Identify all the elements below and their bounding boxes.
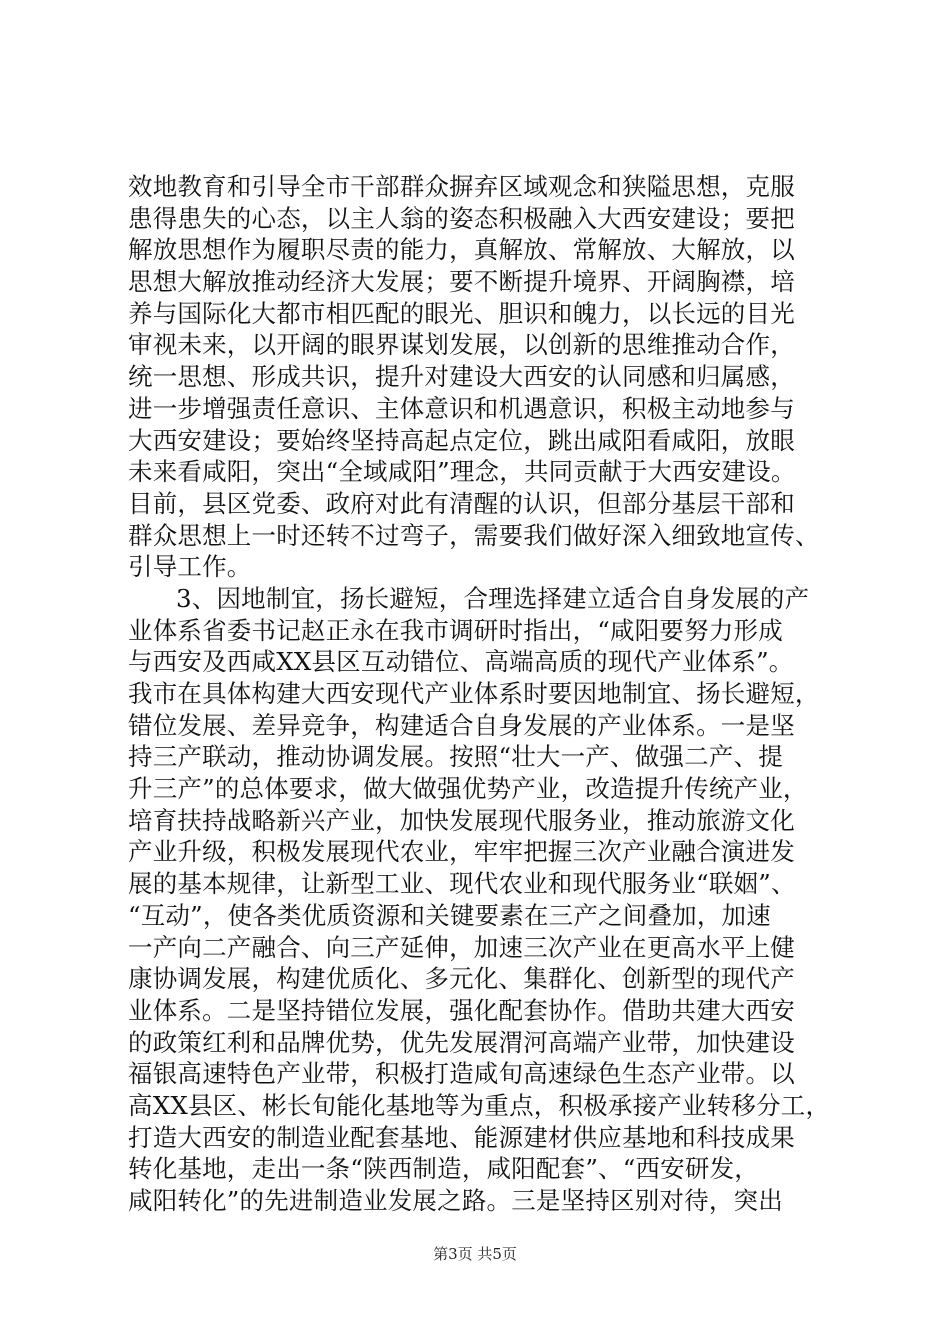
page-footer: 第3页 共5页 [433,1245,517,1263]
text-line: 思想大解放推动经济大发展；要不断提升境界、开阔胸襟，培 [128,267,795,297]
text-line: 审视未来，以开阔的眼界谋划发展，以创新的思维推动合作， [128,330,795,360]
text-line: 一产向二产融合、向三产延伸，加速三次产业在更高水平上健 [128,932,795,962]
text-line: 解放思想作为履职尽责的能力，真解放、常解放、大解放，以 [128,235,795,265]
text-line: 我市在具体构建大西安现代产业体系时要因地制宜、扬长避短， [128,679,820,708]
body-text [128,171,848,1217]
text-line: 引导工作。 [128,552,252,582]
text-line: 患得患失的心态，以主人翁的姿态积极融入大西安建设；要把 [128,203,795,233]
text-line: 福银高速特色产业带，积极打造咸旬高速绿色生态产业带。以 [128,1059,795,1089]
text-line: 群众思想上一时还转不过弯子，需要我们做好深入细致地宣传、 [128,520,820,550]
text-line: 康协调发展，构建优质化、多元化、集群化、创新型的现代产 [128,964,795,994]
text-line: 业体系。二是坚持错位发展，强化配套协作。借助共建大西安 [128,995,795,1025]
text-line: 统一思想、形成共识，提升对建设大西安的认同感和归属感， [128,362,795,392]
text-line: 产业升级，积极发展现代农业，牢牢把握三次产业融合演进发 [128,837,795,867]
text-line: 业体系省委书记赵正永在我市调研时指出，“咸阳要努力形成 [128,615,783,645]
text-line: 的政策红利和品牌优势，优先发展渭河高端产业带，加快建设 [128,1027,795,1057]
text-line: 目前，县区党委、政府对此有清醒的认识，但部分基层干部和 [128,488,795,518]
text-line: 高XX县区、彬长旬能化基地等为重点，积极承接产业转移分工， [128,1090,831,1120]
text-line: 持三产联动，推动协调发展。按照“壮大一产、做强二产、提 [128,742,783,772]
text-line: 培育扶持战略新兴产业，加快发展现代服务业，推动旅游文化 [128,805,795,835]
text-line: 未来看咸阳，突出“全域咸阳”理念，共同贡献于大西安建设。 [128,457,796,487]
text-line: 咸阳转化”的先进制造业发展之路。三是坚持区别对待，突出 [128,1186,783,1215]
text-line: 大西安建设；要始终坚持高起点定位，跳出咸阳看咸阳，放眼 [128,425,795,455]
text-line: 打造大西安的制造业配套基地、能源建材供应基地和科技成果 [128,1122,795,1152]
text-line: 养与国际化大都市相匹配的眼光、胆识和魄力，以长远的目光 [128,298,795,328]
text-line: 3、因地制宜，扬长避短，合理选择建立适合自身发展的产 [176,583,810,613]
text-line: “互动”，使各类优质资源和关键要素在三产之间叠加，加速 [128,900,771,930]
text-line: 效地教育和引导全市干部群众摒弃区域观念和狭隘思想，克服 [128,172,795,201]
text-line: 错位发展、差异竞争，构建适合自身发展的产业体系。一是坚 [128,710,795,740]
text-line: 与西安及西咸XX县区互动错位、高端高质的现代产业体系”。 [128,647,794,677]
text-line: 升三产”的总体要求，做大做强优势产业，改造提升传统产业， [128,774,808,804]
text-line: 进一步增强责任意识、主体意识和机遇意识，积极主动地参与 [128,393,795,423]
text-line: 展的基本规律，让新型工业、现代农业和现代服务业“联姻”、 [128,869,796,899]
text-line: 转化基地，走出一条“陕西制造，咸阳配套”、“西安研发， [128,1154,759,1184]
